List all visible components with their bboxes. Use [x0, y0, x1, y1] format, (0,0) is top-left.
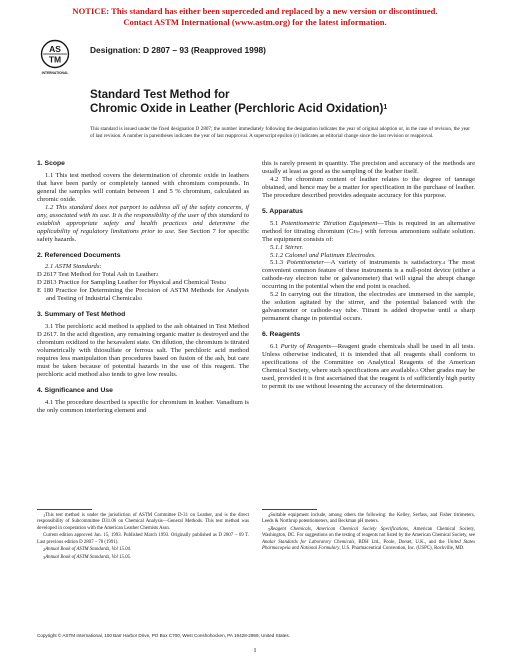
astm-logo	[40, 38, 70, 82]
supersession-notice	[0, 6, 510, 27]
page-number: 1	[253, 647, 257, 654]
notice-line-2: Contact ASTM International (www.astm.org) for the latest information.	[123, 16, 387, 27]
footnote-1: $^1$This test method is under the jurisdiction of ASTM Committee D-31 on Leather, and is the direct responsibility of Subcommittee D31.06 on Chemical Analysis—General Methods. This test method was developed in cooperation with the American Leather Chemists Assn.	[37, 513, 249, 531]
footnote-5: $^5$Reagent Chemicals, American Chemical Society Specifications, American Chemical Society, Washington, DC. For suggestions on the testing of reagents not listed by the American Chemical Society, see Analar Standards for Laboratory Chemicals, BDH Ltd., Poole, Dorset, U.K., and the United States Pharmacopeia and National Formulary, U.S. Pharmaceutical Convention, Inc. (USPC), Rockville, MD.	[262, 527, 476, 551]
svg-text:TM: TM	[48, 54, 62, 65]
section-3-heading: 3. Summary of Test Method	[37, 311, 126, 319]
para-3-1: 3.1 The perchloric acid method is applied to the ash obtained in Test Method D 2617. In the acid digestion, any remaining organic matter is destroyed and the chromium oxidized to the hexavalent state. On dilution, the chromium is titrated volumetrically with thiosulfate or ferrous salt. The perchloric acid method requires less manipulation than procedures based on fusion of the ash, but care must be taken because of potential hazards in the use of this reagent. The perchloric acid method also tends to give low results.	[37, 323, 249, 378]
para-5-2: 5.2 In carrying out the titration, the electrodes are immersed in the sample, the solution agitated by the stirrer, and the potential balanced with the galvanometer or cathode-ray tube. Titrant is added dropwise until a sharp permanent change in potential occurs.	[262, 291, 475, 323]
footnote-4: $^4$Suitable equipment include, among others the following: the Kelley, Serfass, and Fisher titrimeters, Leeds & Northrup potentiometers, and Beckman pH meters.	[262, 513, 475, 525]
para-5-1-1: 5.1.1 Stirrer.	[270, 243, 304, 251]
reference-d2617: D 2617 Test Method for Total Ash in Leather$^2$	[37, 271, 159, 279]
document-title	[90, 88, 470, 115]
para-4-1: 4.1 The procedure described is specific for chromium in leather. Vanadium is the only common interfering element and	[37, 398, 249, 414]
footnotes-left	[37, 513, 249, 563]
copyright-line: Copyright © ASTM International, 100 Barr Harbor Drive, PO Box C700, West Conshohocken, PA 19428-2959, United States.	[37, 633, 290, 638]
footnote-2: $^2$Annual Book of ASTM Standards, Vol 15.04.	[43, 547, 132, 553]
section-6-heading: 6. Reagents	[262, 331, 301, 339]
footnote-rule-left	[37, 509, 92, 510]
title-line-1: Standard Test Method for	[90, 88, 230, 101]
para-2-1: 2.1 ASTM Standards:	[45, 263, 102, 271]
title-line-2: Chromic Oxide in Leather (Perchloric Acid Oxidation)	[90, 101, 384, 115]
footnote-3: $^3$Annual Book of ASTM Standards, Vol 15.05.	[43, 555, 132, 561]
para-1-1: 1.1 This test method covers the determination of chromic oxide in leathers that have been partly or completely tanned with chromium compounds. In general the samples will contain between 1 and 5 % chromium, calculated as chromic oxide.	[37, 171, 249, 203]
reference-e180: E 180 Practice for Determining the Precision of ASTM Methods for Analysis and Testing of Industrial Chemicals$^3$	[37, 287, 249, 303]
section-1-heading: 1. Scope	[37, 160, 65, 167]
title-footnote-ref: 1	[383, 103, 388, 111]
section-4-heading: 4. Significance and Use	[37, 386, 113, 394]
para-5-1-2: 5.1.2 Calomel and Platinum Electrodes.	[270, 251, 376, 259]
para-5-1: 5.1 Potentiometric Titration Equipment—This is required in an alternative method for titrating chromium $(Cr^{6+})$ with ferrous ammonium sulfate solution. The equipment consists of:	[262, 219, 475, 243]
para-6-1: 6.1 Purity of Reagents—Reagent grade chemicals shall be used in all tests. Unless otherwise indicated, it is intended that all reagents shall conform to specifications of the Committee on Analytical Reagents of the American Chemical Society, where such specifications are available.$^5$ Other grades may be used, provided it is first ascertained that the reagent is of sufficiently high purity to permit its use without lessening the accuracy of the determination.	[262, 343, 476, 390]
para-5-1-3: 5.1.3 Potentiometer—A variety of instruments is satisfactory.$^4$ The most convenient common feature of these instruments is a null-point device (either a cathode-ray electron tube or galvanometer) that will signal the abrupt change occurring in the potential when the end point is reached.	[262, 259, 475, 291]
left-column	[37, 160, 249, 415]
right-column	[262, 160, 475, 391]
svg-text:AS: AS	[49, 44, 61, 54]
footnote-rule-right	[262, 509, 317, 510]
footnotes-right	[262, 513, 475, 554]
notice-line-1: NOTICE: This standard has either been superceded and replaced by a new version or discontinued.	[72, 6, 438, 16]
section-2-heading: 2. Referenced Documents	[37, 251, 121, 259]
designation: Designation: D 2807 – 93 (Reapproved 1998)	[90, 45, 266, 55]
para-4-2: 4.2 The chromium content of leather relates to the degree of tannage obtained, and hence may be a matter for specification in the purchase of leather. The procedure described provides adequate accuracy for this purpose.	[262, 175, 475, 199]
para-4-1-continued: this is rarely present in quantity. The precision and accuracy of the methods are usually at least as good as the sampling of the leather itself.	[262, 160, 475, 175]
svg-text:INTERNATIONAL: INTERNATIONAL	[41, 71, 69, 75]
issuance-note: This standard is issued under the fixed designation D 2807; the number immediately following the designation indicates the year of original adoption or, in the case of revision, the year of last revision. A number in parentheses indicates the year of last reapproval. A superscript epsilon (ε) indicates an editorial change since the last revision or reapproval.	[90, 126, 470, 139]
footnote-1-edition: Current edition approved Jan. 15, 1993. Published March 1993. Originally published as D 2807 – 69 T. Last previous edition D 2807 – 78 (1991).	[37, 533, 249, 545]
reference-d2813: D 2813 Practice for Sampling Leather for Physical and Chemical Tests$^2$	[37, 279, 227, 287]
para-1-2: 1.2 This standard does not purport to address all of the safety concerns, if any, associated with its use. It is the responsibility of the user of this standard to establish appropriate safety and health practices and determine the applicability of regulatory limitations prior to use. See Section 7 for specific safety hazards.	[37, 203, 249, 243]
section-5-heading: 5. Apparatus	[262, 207, 303, 215]
